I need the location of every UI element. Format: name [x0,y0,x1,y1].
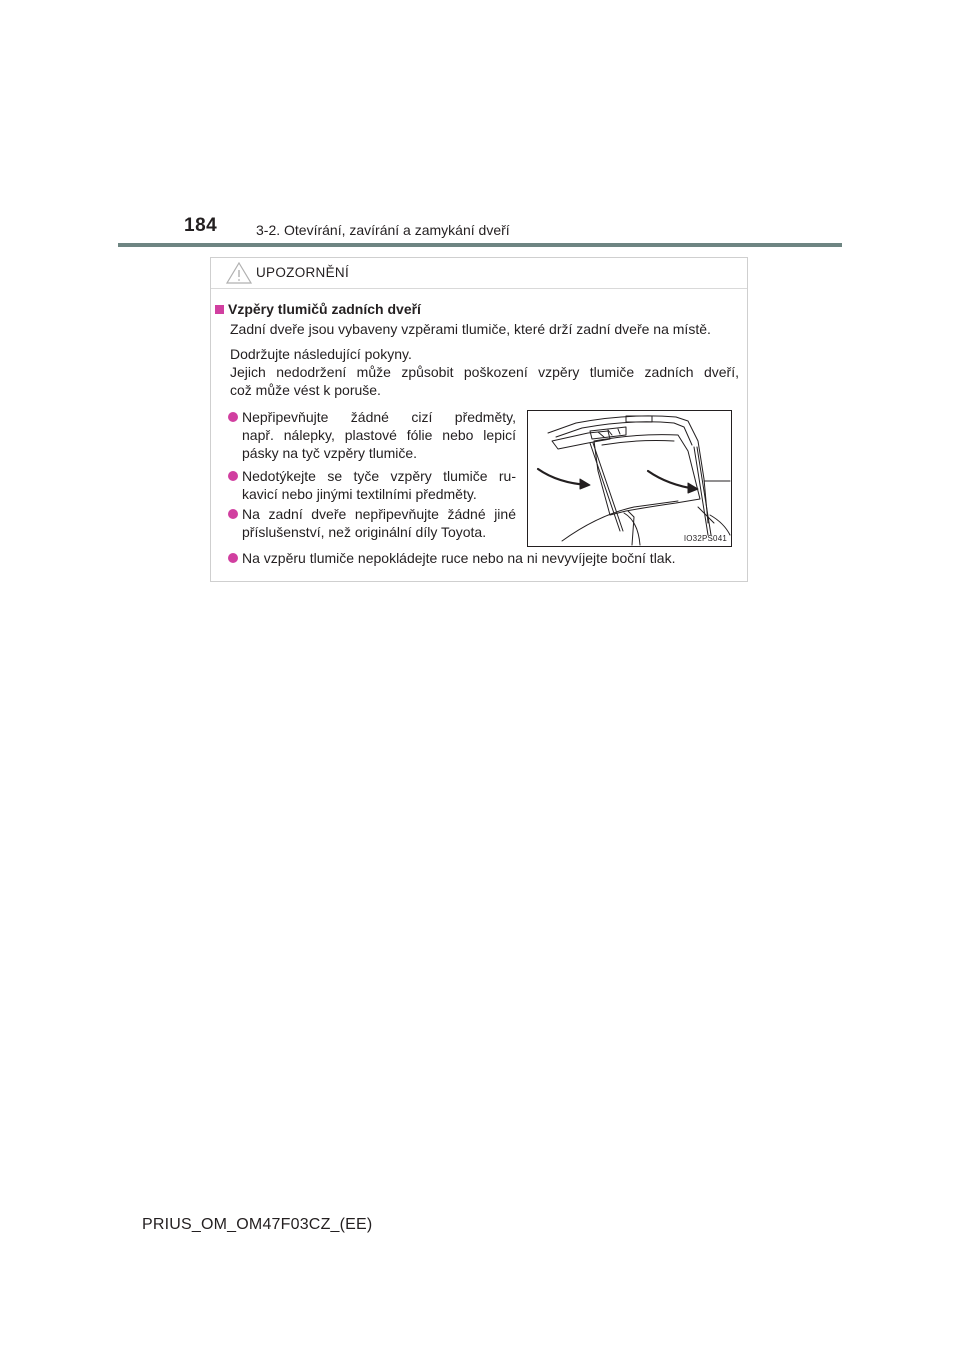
intro-text: Zadní dveře jsou vybaveny vzpěrami tlumiče, které drží zadní dveře na místě. [230,321,711,337]
instruction-text-1: Dodržujte následující pokyny. [230,346,412,362]
instruction-text-2-line2: což může vést k poruše. [230,382,381,398]
bullet-1-line2: např. nálepky, plastové fólie nebo lepicí [242,427,516,443]
bullet-1-line1: Nepřipevňujte žádné cizí předměty, [242,409,516,425]
bullet-dot-icon [228,509,238,519]
footer-document-id: PRIUS_OM_OM47F03CZ_(EE) [142,1216,373,1233]
page-number: 184 [184,215,218,236]
instruction-text-2-line1: Jejich nedodržení může způsobit poškození vzpěry tlumiče zadních dveří, [230,364,739,380]
caution-header [211,258,747,289]
back-door-damper-illustration [527,410,732,547]
caution-subheading-text: Vzpěry tlumičů zadních dveří [228,301,421,317]
bullet-2-line2: kavicí nebo jinými textilními předměty. [242,486,477,502]
bullet-4-line1: Na vzpěru tlumiče nepokládejte ruce nebo na ni nevyvíjejte boční tlak. [242,550,676,566]
bullet-dot-icon [228,412,238,422]
back-door-drawing [528,411,731,546]
bullet-3-line1: Na zadní dveře nepřipevňujte žádné jiné [242,506,516,522]
warning-icon [226,262,252,284]
figure-code: IO32PS041 [683,534,727,543]
bullet-1-line3: pásky na tyč vzpěry tlumiče. [242,445,418,461]
caution-box [210,257,748,582]
bullet-2-line1: Nedotýkejte se tyče vzpěry tlumiče ru- [242,468,516,484]
caution-label: UPOZORNĚNÍ [256,265,350,280]
bullet-3-line2: příslušenství, než originální díly Toyota. [242,524,487,540]
bullet-dot-icon [228,553,238,563]
header-divider [118,243,842,247]
section-title: 3-2. Otevírání, zavírání a zamykání dveří [256,222,510,238]
caution-subheading [215,301,421,317]
square-bullet-icon [215,305,224,314]
bullet-dot-icon [228,471,238,481]
